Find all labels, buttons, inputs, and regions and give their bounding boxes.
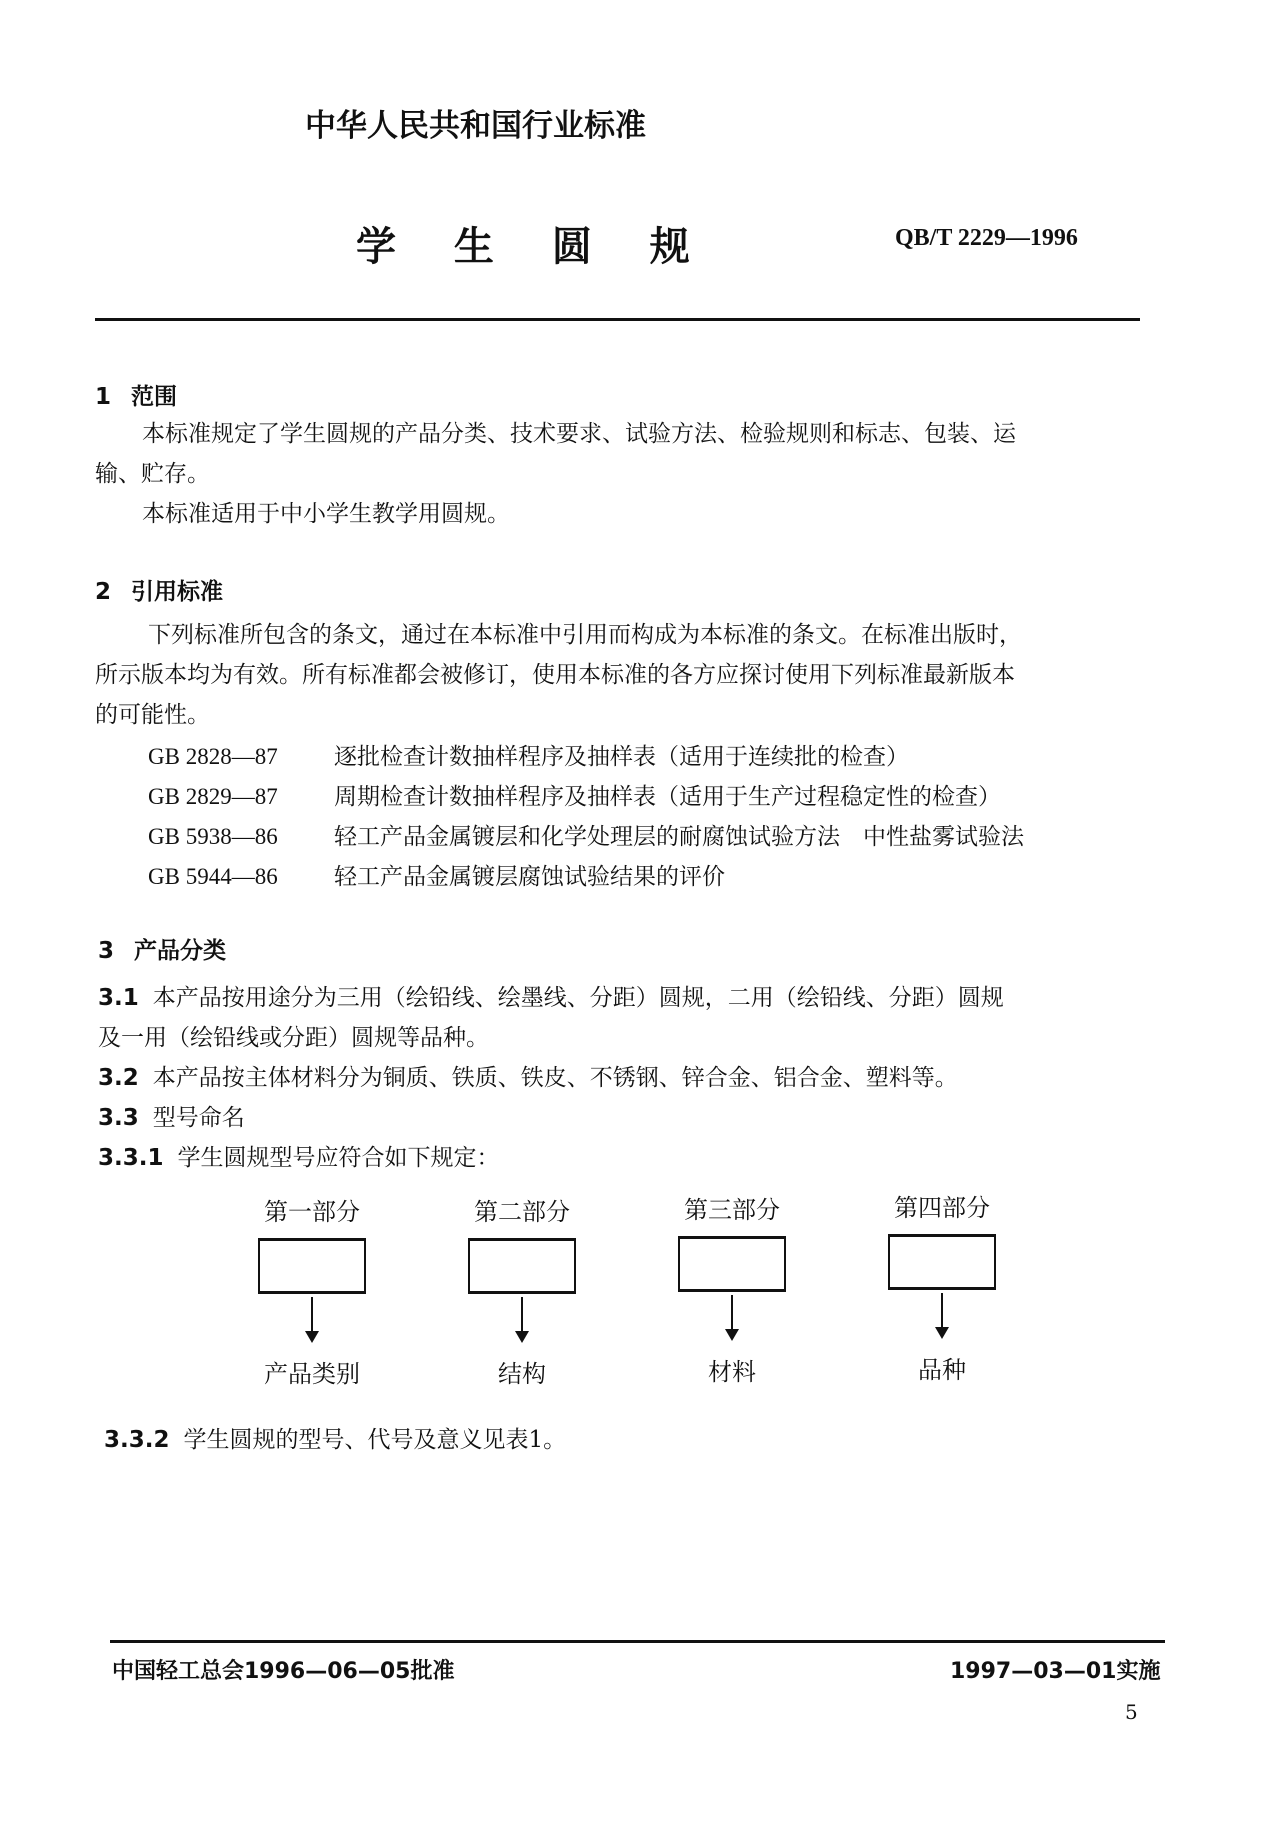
part-meaning: 品种: [918, 1356, 966, 1384]
arrow-down-icon: [521, 1297, 523, 1331]
effective-date: 1997—03—01实施: [950, 1659, 1161, 1684]
clause-3-3: [98, 1098, 245, 1138]
reference-code: GB 2829—87: [148, 784, 278, 809]
clause-3-1-line-1: [98, 978, 1004, 1018]
standard-code: QB/T 2229—1996: [895, 225, 1078, 251]
reference-title: 轻工产品金属镀层和化学处理层的耐腐蚀试验方法 中性盐雾试验法: [334, 824, 1024, 850]
reference-item: [148, 818, 1024, 851]
clause-3-3-1-text: 学生圆规型号应符合如下规定：: [177, 1145, 500, 1171]
section-1-para-2: 本标准适用于中小学生教学用圆规。: [142, 501, 510, 527]
section-1-number: 1: [95, 384, 112, 410]
clause-3-3-2-number: 3.3.2: [104, 1427, 170, 1453]
part-label: 第三部分: [684, 1196, 780, 1224]
clause-3-3-2: [104, 1420, 566, 1460]
footer-divider: [110, 1640, 1165, 1643]
part-box: [888, 1234, 996, 1290]
section-2-para-line-3: 的可能性。: [95, 702, 210, 728]
clause-3-2: [98, 1058, 958, 1098]
arrow-down-icon: [941, 1293, 943, 1327]
section-3-title: 产品分类: [134, 938, 226, 964]
part-meaning: 材料: [708, 1358, 756, 1386]
part-label: 第一部分: [264, 1198, 360, 1226]
section-1-title: 范围: [131, 384, 177, 410]
document-title: 学 生 圆 规: [356, 224, 712, 270]
part-label: 第四部分: [894, 1194, 990, 1222]
reference-code: GB 5944—86: [148, 864, 278, 889]
part-meaning: 结构: [498, 1360, 546, 1388]
reference-item: [148, 778, 1001, 811]
arrow-head-icon: [305, 1331, 319, 1343]
reference-code: GB 5938—86: [148, 824, 278, 849]
clause-3-1-number: 3.1: [98, 985, 139, 1011]
part-box: [678, 1236, 786, 1292]
section-2-number: 2: [95, 579, 112, 605]
reference-code: GB 2828—87: [148, 744, 278, 769]
clause-3-2-number: 3.2: [98, 1065, 139, 1091]
clause-3-3-number: 3.3: [98, 1105, 139, 1131]
section-2-title: 引用标准: [131, 579, 223, 605]
clause-3-3-1: [98, 1138, 500, 1178]
page-number: 5: [1125, 1700, 1138, 1724]
section-2-para-line-2: 所示版本均为有效。所有标准都会被修订，使用本标准的各方应探讨使用下列标准最新版本: [95, 662, 1015, 688]
issuing-body-heading: 中华人民共和国行业标准: [305, 108, 646, 144]
approval-date: 中国轻工总会1996—06—05批准: [112, 1659, 455, 1684]
arrow-head-icon: [725, 1329, 739, 1341]
reference-title: 周期检查计数抽样程序及抽样表（适用于生产过程稳定性的检查）: [334, 784, 1001, 810]
reference-title: 逐批检查计数抽样程序及抽样表（适用于连续批的检查）: [334, 744, 909, 770]
arrow-down-icon: [311, 1297, 313, 1331]
clause-3-3-text: 型号命名: [152, 1105, 245, 1131]
reference-title: 轻工产品金属镀层腐蚀试验结果的评价: [334, 864, 725, 890]
section-2-heading: [95, 573, 223, 606]
header-divider: [95, 318, 1140, 321]
section-1-para-1-line-2: 输、贮存。: [95, 461, 210, 487]
clause-3-3-1-number: 3.3.1: [98, 1145, 164, 1171]
clause-3-3-2-text: 学生圆规的型号、代号及意义见表1。: [183, 1427, 567, 1453]
section-1-para-1-line-1: 本标准规定了学生圆规的产品分类、技术要求、试验方法、检验规则和标志、包装、运: [142, 421, 1016, 447]
part-label: 第二部分: [474, 1198, 570, 1226]
clause-3-1-text: 本产品按用途分为三用（绘铅线、绘墨线、分距）圆规，二用（绘铅线、分距）圆规: [152, 985, 1004, 1011]
arrow-head-icon: [515, 1331, 529, 1343]
part-meaning: 产品类别: [264, 1360, 360, 1388]
part-box: [258, 1238, 366, 1294]
section-2-para-line-1: 下列标准所包含的条文，通过在本标准中引用而构成为本标准的条文。在标准出版时，: [148, 622, 1022, 648]
reference-item: [148, 738, 909, 771]
section-3-heading: [98, 932, 226, 965]
reference-item: [148, 858, 725, 891]
clause-3-1-line-2: 及一用（绘铅线或分距）圆规等品种。: [98, 1025, 489, 1051]
arrow-down-icon: [731, 1295, 733, 1329]
section-3-number: 3: [98, 938, 115, 964]
part-box: [468, 1238, 576, 1294]
arrow-head-icon: [935, 1327, 949, 1339]
clause-3-2-text: 本产品按主体材料分为铜质、铁质、铁皮、不锈钢、锌合金、铝合金、塑料等。: [152, 1065, 958, 1091]
section-1-heading: [95, 378, 177, 411]
